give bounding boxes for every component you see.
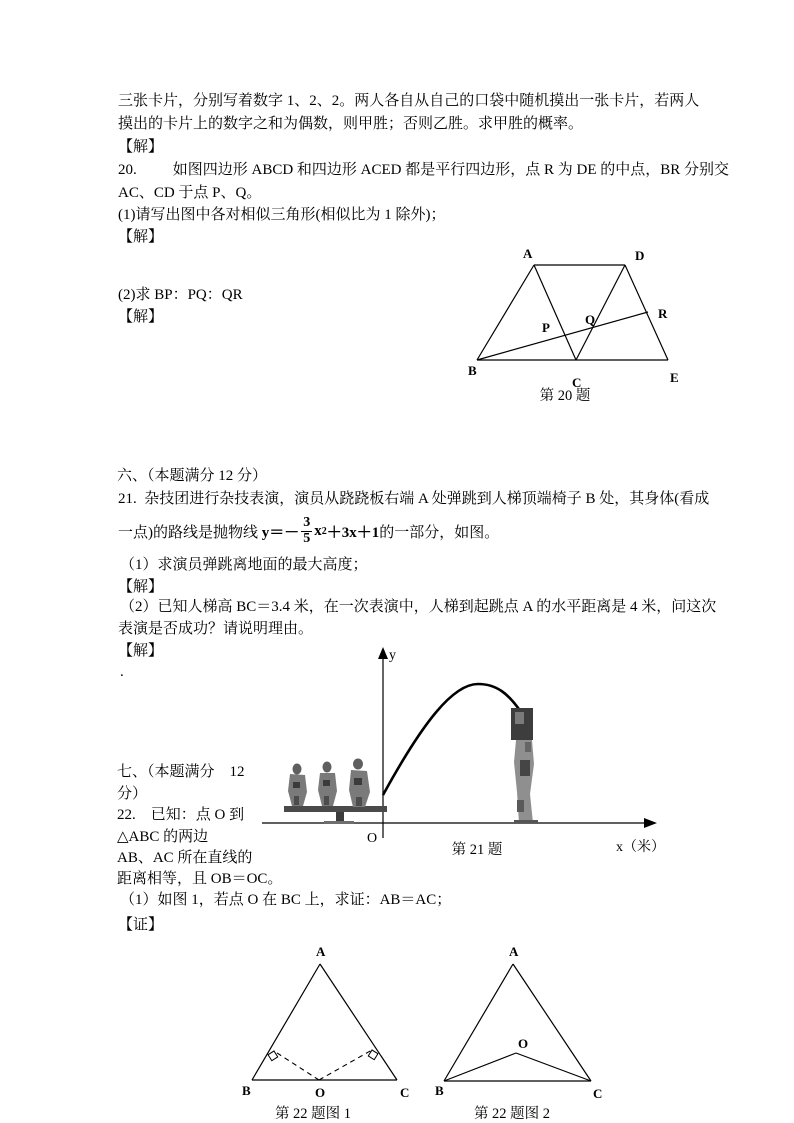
person1-shade [293,782,300,788]
fig1-perpendicular-right [319,1050,372,1080]
stray-dot: . [120,664,124,680]
person3-legs [356,797,362,806]
person3-head [353,759,363,770]
formula-x: x [314,522,322,539]
fig1-edge-AC [320,964,397,1080]
ladder-person-shade3 [525,742,531,752]
ladder-person-shade2 [517,800,524,812]
human-ladder-illustration [511,708,538,823]
person2-shade [323,780,330,786]
fraction-denominator: 5 [303,530,311,546]
figure20-edge-AB [477,265,534,360]
problem22-figures [228,942,638,1104]
fig1-label-C: C [400,1085,410,1100]
figure20-label-A: A [523,246,533,261]
problem20-intro-line1 [118,161,729,179]
problem19-text-line2: 摸出的卡片上的数字之和为偶数，则甲胜；否则乙胜。求甲胜的概率。 [118,116,584,132]
parabola-curve [383,684,521,795]
figure20-label-P: P [542,320,550,335]
chair-highlight [515,712,524,724]
figure20-edge-AC [534,265,576,360]
figure20-label-Q: Q [585,312,596,327]
problem21-part2-line2: 表演是否成功？请说明理由。 [118,621,314,637]
x-axis-arrow [644,818,657,828]
problem20-number: 20. [118,162,137,178]
figure22-1-caption: 第 22 题图 1 [274,1106,352,1122]
person3-shade [354,778,362,785]
formula-prefix: 一点)的路线是抛物线 [118,524,262,541]
formula-tail: ＋3x＋1 [326,524,380,541]
formula-suffix: 的一部分，如图。 [379,524,500,541]
ladder-person-feet [514,820,538,823]
problem21-line1: 21. 杂技团进行杂技表演，演员从跷跷板右端 A 处弹跳到人梯顶端椅子 B 处，其身体(看成 [118,491,710,507]
fig1-perpendicular-left [274,1051,319,1080]
fig1-label-O: O [315,1085,326,1100]
formula-fraction [301,516,312,546]
figure20-label-E: E [670,370,679,385]
ladder-person-shade1 [520,760,530,776]
fig2-segment-OC [516,1053,591,1081]
fig2-label-C: C [593,1086,603,1101]
fig2-label-A: A [509,944,519,959]
fig1-label-B: B [242,1083,251,1098]
fig1-right-angle-mark-left [268,1051,278,1061]
y-axis-label: y [389,648,396,663]
fig1-edge-AB [252,964,320,1080]
problem22-part1: （1）如图 1，若点 O 在 BC 上，求证：AB＝AC； [120,892,452,908]
figure22-2 [435,944,602,1101]
figure22-2-caption: 第 22 题图 2 [473,1106,551,1122]
problem20-part1: (1)请写出图中各对相似三角形(相似比为 1 除外)； [118,207,446,223]
x-axis-label: x（米） [616,840,665,855]
person2-head [323,762,332,773]
fig2-segment-BO [444,1053,516,1081]
problem21-part1: （1）求演员弹跳离地面的最大高度； [120,557,368,573]
figure20-edge-DC [576,265,625,360]
problem21-solve2-label: 【解】 [118,643,164,659]
teeterboard-plank [284,806,387,812]
figure21-caption: 第 21 题 [451,842,503,858]
problem22-line3: AB、AC 所在直线的 [117,850,253,866]
problem20-intro-line2: AC、CD 于点 P、Q。 [118,185,262,201]
figure20-caption: 第 20 题 [539,388,591,404]
section7-header-line2: 分） [117,786,148,802]
figure20-label-C: C [572,375,582,390]
section7-header-line1: 七、（本题满分 12 [117,764,245,780]
fig2-edge-AB [444,964,513,1081]
problem20-solve1-label: 【解】 [118,229,164,245]
problem22-line4: 距离相等，且 OB＝OC。 [117,871,283,887]
person2-legs [324,796,329,805]
person1-head [293,764,302,775]
fig2-label-B: B [435,1083,444,1098]
problem21-part2-line1: （2）已知人梯高 BC＝3.4 米，在一次表演中，人梯到起跳点 A 的水平距离是 4 米，问这次 [120,599,717,615]
problem22-line1: 22. 已知：点 O 到 [117,807,245,823]
fraction-numerator: 3 [303,514,311,530]
problem20-figure [452,238,697,390]
teeterboard-base [324,821,354,824]
problem19-text-line1: 三张卡片，分别写着数字 1、2、2。两人各自从自己的口袋中随机摸出一张卡片，若两人 [118,93,700,109]
seesaw-people-illustration [284,759,387,825]
formula-exponent: 2 [321,525,327,537]
problem21-figure [248,642,690,857]
figure20-label-D: D [635,248,645,263]
formula-lhs: y＝－ [261,524,300,541]
origin-label: O [367,831,378,846]
person1-legs [294,796,299,805]
section6-header: 六、（本题满分 12 分） [117,468,268,484]
problem19-solve-label: 【解】 [118,139,164,155]
problem22-line2: △ABC 的两边 [117,829,209,845]
problem21-solve1-label: 【解】 [118,579,164,595]
figure20-label-R: R [658,306,668,321]
fig1-label-A: A [316,944,326,959]
fig2-label-O: O [518,1036,529,1051]
problem21-formula-line [118,509,499,553]
fig2-edge-AC [513,964,591,1081]
problem22-prove-label: 【证】 [118,917,164,933]
problem20-intro1: 如图四边形 ABCD 和四边形 ACED 都是平行四边形，点 R 为 DE 的中点，BR 分别交 [172,162,730,178]
parabola-formula [262,516,380,546]
figure20-segment-BR [477,312,648,360]
y-axis-arrow [378,647,388,659]
figure20-label-B: B [468,363,477,378]
figure22-1 [242,944,409,1100]
problem20-part2: (2)求 BP：PQ：QR [118,287,243,303]
problem20-solve2-label: 【解】 [118,309,164,325]
